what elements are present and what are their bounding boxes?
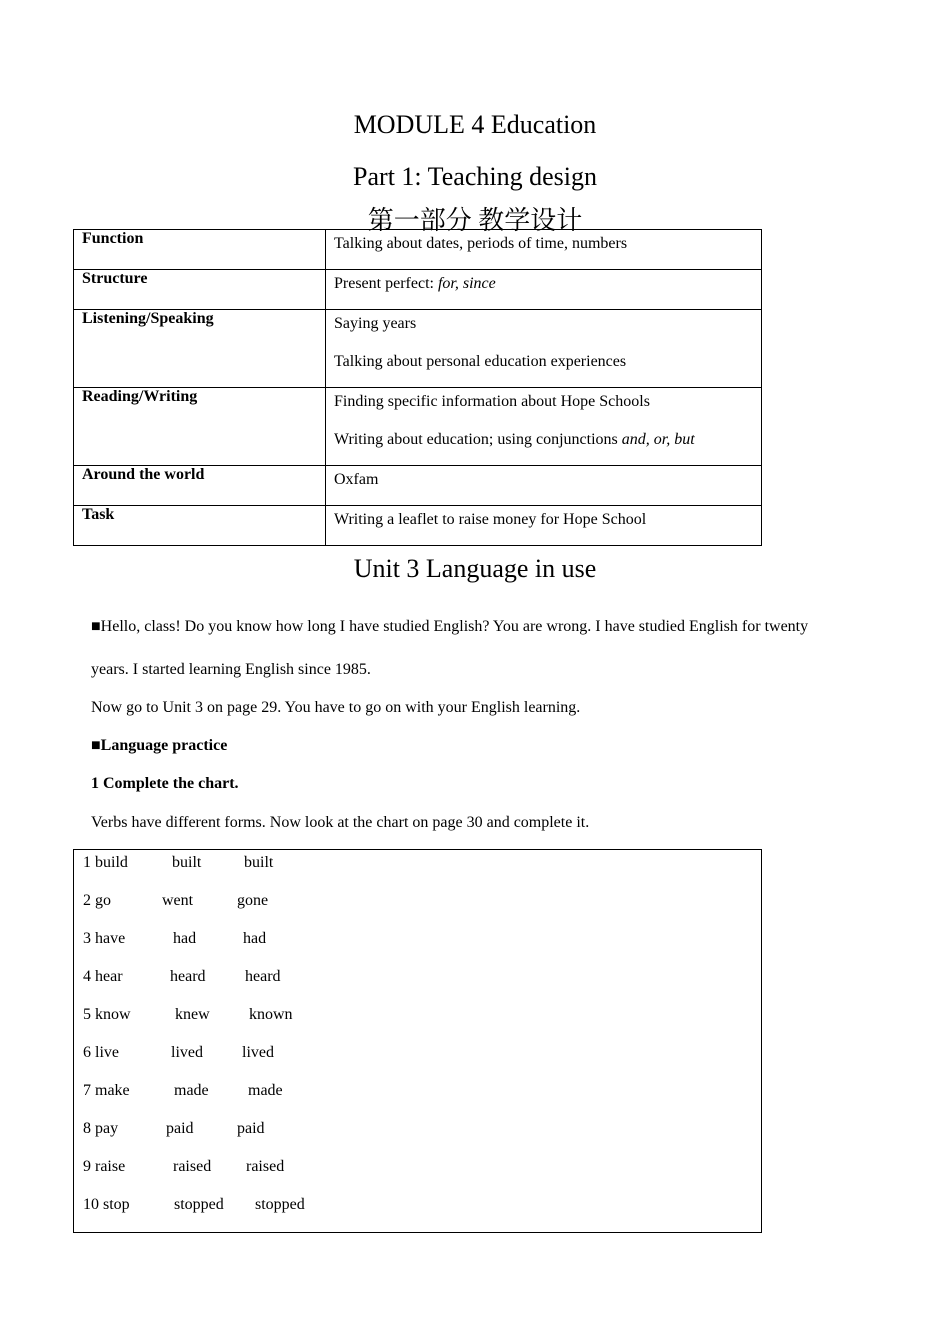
table-row: [74, 388, 762, 466]
verb-past: paid: [166, 1120, 194, 1137]
verb-base: 9 raise: [83, 1158, 126, 1175]
intro-line-2: years. I started learning English since 1985.: [91, 661, 371, 678]
verb-participle: raised: [246, 1158, 285, 1175]
row-label: Listening/Speaking: [74, 310, 326, 388]
verb-base: 2 go: [83, 892, 111, 909]
verb-past: raised: [173, 1158, 212, 1175]
verb-base: 1 build: [83, 854, 128, 871]
teaching-design-table: [73, 229, 762, 546]
exercise-instruction: Verbs have different forms. Now look at the chart on page 30 and complete it.: [91, 814, 590, 831]
verb-participle: heard: [245, 968, 281, 985]
verb-participle: built: [244, 854, 274, 871]
row-label: Structure: [74, 270, 326, 310]
table-row: [74, 506, 762, 546]
verb-base: 7 make: [83, 1082, 130, 1099]
row-content: Present perfect: for, since: [326, 270, 762, 310]
verb-participle: had: [243, 930, 267, 947]
part-title: Part 1: Teaching design: [353, 162, 597, 191]
verb-participle: known: [249, 1006, 293, 1023]
part-title-chinese: 第一部分 教学设计: [367, 206, 583, 235]
verb-past: had: [173, 930, 197, 947]
row-label: Reading/Writing: [74, 388, 326, 466]
verb-base: 8 pay: [83, 1120, 119, 1137]
table-row: [74, 230, 762, 270]
table-row: [74, 466, 762, 506]
row-content: Finding specific information about Hope Schools Writing about education; using conjunctions and, or, but: [326, 388, 762, 466]
verb-base: 5 know: [83, 1006, 131, 1023]
verb-base: 10 stop: [83, 1196, 130, 1213]
row-label: Around the world: [74, 466, 326, 506]
verb-base: 3 have: [83, 930, 126, 947]
verb-participle: paid: [237, 1120, 265, 1137]
verb-base: 4 hear: [83, 968, 123, 985]
unit-title: Unit 3 Language in use: [353, 554, 597, 583]
intro-line-1: ■Hello, class! Do you know how long I have studied English? You are wrong. I have studied English for twenty: [91, 618, 809, 635]
verb-past: heard: [170, 968, 206, 985]
verb-participle: stopped: [255, 1196, 305, 1213]
row-content: Talking about dates, periods of time, numbers: [326, 230, 762, 270]
verb-past: knew: [175, 1006, 210, 1023]
verb-past: built: [172, 854, 202, 871]
module-title: MODULE 4 Education: [353, 110, 597, 139]
verb-participle: gone: [237, 892, 269, 909]
section-heading: ■Language practice: [91, 737, 228, 754]
verb-past: went: [162, 892, 194, 909]
table-row: [74, 270, 762, 310]
verb-chart: [73, 849, 762, 1233]
verb-past: lived: [171, 1044, 203, 1061]
row-label: Task: [74, 506, 326, 546]
verb-participle: lived: [242, 1044, 274, 1061]
table-row: [74, 310, 762, 388]
row-content: Writing a leaflet to raise money for Hope School: [326, 506, 762, 546]
verb-participle: made: [248, 1082, 283, 1099]
verb-base: 6 live: [83, 1044, 119, 1061]
exercise-title: 1 Complete the chart.: [91, 775, 239, 792]
row-label: Function: [74, 230, 326, 270]
verb-past: stopped: [174, 1196, 224, 1213]
row-content: Saying years Talking about personal education experiences: [326, 310, 762, 388]
verb-past: made: [174, 1082, 209, 1099]
row-content: Oxfam: [326, 466, 762, 506]
intro-line-3: Now go to Unit 3 on page 29. You have to go on with your English learning.: [91, 699, 581, 716]
